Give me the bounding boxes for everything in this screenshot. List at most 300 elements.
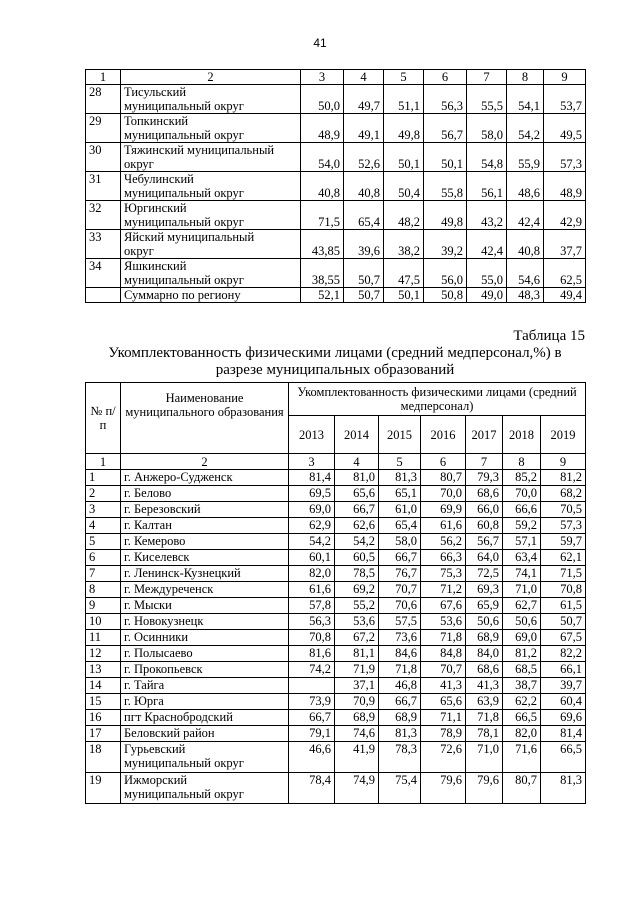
value-cell: 71,0	[466, 742, 503, 773]
value-cell: 74,2	[289, 662, 335, 678]
name-line: муниципальный округ	[124, 186, 244, 200]
value-cell: 56,7	[424, 114, 467, 143]
municipality-name	[121, 172, 301, 201]
name-line: Яйский муниципальный	[124, 230, 255, 244]
value-cell: 66,0	[466, 502, 503, 518]
header-cell: 5	[384, 70, 424, 85]
value-cell: 46,8	[379, 678, 421, 694]
table-continued	[85, 69, 586, 303]
value-cell: 42,4	[507, 201, 544, 230]
value-cell: 79,6	[421, 773, 466, 804]
value-cell: 82,2	[541, 646, 586, 662]
index-cell: 6	[421, 454, 466, 470]
value-cell: 57,8	[289, 598, 335, 614]
value-cell: 52,1	[301, 288, 344, 303]
header-group: Укомплектованность физическими лицами (средний медперсонал)	[289, 383, 586, 416]
table-row	[86, 630, 586, 646]
municipality-name	[121, 470, 289, 486]
value-cell: 50,1	[384, 143, 424, 172]
value-cell: 54,8	[467, 143, 507, 172]
value-cell: 49,5	[544, 114, 586, 143]
value-cell: 50,7	[541, 614, 586, 630]
name-line: муниципальный округ	[124, 215, 244, 229]
value-cell: 48,6	[507, 172, 544, 201]
municipality-name	[121, 518, 289, 534]
value-cell: 46,6	[289, 742, 335, 773]
value-cell: 60,5	[335, 550, 379, 566]
name-line: Суммарно по региону	[124, 288, 241, 302]
value-cell: 61,0	[379, 502, 421, 518]
municipality-name	[121, 582, 289, 598]
municipality-name	[121, 486, 289, 502]
municipality-name	[121, 710, 289, 726]
name-line: Тяжинский муниципальный	[124, 143, 275, 157]
value-cell: 56,7	[466, 534, 503, 550]
value-cell: 71,5	[541, 566, 586, 582]
value-cell: 62,2	[503, 694, 541, 710]
value-cell: 82,0	[503, 726, 541, 742]
value-cell: 54,2	[335, 534, 379, 550]
value-cell: 40,8	[301, 172, 344, 201]
value-cell: 67,5	[541, 630, 586, 646]
value-cell: 68,2	[541, 486, 586, 502]
value-cell: 48,9	[301, 114, 344, 143]
value-cell: 48,3	[507, 288, 544, 303]
municipality-name	[121, 662, 289, 678]
name-line: Чебулинский	[124, 172, 194, 186]
table-row	[86, 742, 586, 773]
row-number: 16	[86, 710, 121, 726]
value-cell: 61,6	[289, 582, 335, 598]
name-line: г. Ленинск-Кузнецкий	[124, 566, 241, 580]
index-cell: 9	[541, 454, 586, 470]
value-cell: 49,4	[544, 288, 586, 303]
table-title-line-2: разрезе муниципальных образований	[215, 362, 455, 378]
table-row	[86, 726, 586, 742]
value-cell: 60,4	[541, 694, 586, 710]
value-cell: 81,0	[335, 470, 379, 486]
value-cell: 71,8	[421, 630, 466, 646]
value-cell: 50,8	[424, 288, 467, 303]
value-cell: 62,1	[541, 550, 586, 566]
value-cell: 66,7	[379, 550, 421, 566]
row-number: 29	[86, 114, 121, 143]
value-cell: 55,9	[507, 143, 544, 172]
row-number: 14	[86, 678, 121, 694]
value-cell: 58,0	[379, 534, 421, 550]
value-cell: 62,6	[335, 518, 379, 534]
value-cell: 73,9	[289, 694, 335, 710]
municipality-name	[121, 288, 301, 303]
name-line: муниципальный округ	[124, 99, 244, 113]
value-cell: 70,8	[289, 630, 335, 646]
index-cell: 8	[503, 454, 541, 470]
value-cell: 69,9	[421, 502, 466, 518]
value-cell: 78,5	[335, 566, 379, 582]
table-row	[86, 486, 586, 502]
value-cell: 66,3	[421, 550, 466, 566]
year-header: 2019	[541, 416, 586, 454]
index-row	[86, 454, 586, 470]
name-line: пгт Краснобродский	[124, 710, 233, 724]
table-row	[86, 143, 586, 172]
table-row	[86, 470, 586, 486]
name-line: округ	[124, 157, 154, 171]
year-header: 2014	[335, 416, 379, 454]
value-cell: 79,1	[289, 726, 335, 742]
value-cell: 60,8	[466, 518, 503, 534]
value-cell: 56,1	[467, 172, 507, 201]
row-number: 17	[86, 726, 121, 742]
value-cell: 43,85	[301, 230, 344, 259]
index-cell: 1	[86, 454, 121, 470]
value-cell: 69,6	[541, 710, 586, 726]
row-number: 31	[86, 172, 121, 201]
value-cell: 72,5	[466, 566, 503, 582]
municipality-name	[121, 630, 289, 646]
name-line: г. Белово	[124, 486, 172, 500]
value-cell: 72,6	[421, 742, 466, 773]
value-cell: 54,2	[289, 534, 335, 550]
value-cell: 56,2	[421, 534, 466, 550]
table-row	[86, 566, 586, 582]
table-title	[85, 345, 585, 379]
table-row	[86, 710, 586, 726]
row-number: 11	[86, 630, 121, 646]
table-row	[86, 502, 586, 518]
row-number: 8	[86, 582, 121, 598]
value-cell: 48,9	[544, 172, 586, 201]
header-cell: 1	[86, 70, 121, 85]
name-line: г. Тайга	[124, 678, 165, 692]
value-cell: 68,6	[466, 662, 503, 678]
value-cell: 40,8	[344, 172, 384, 201]
row-number: 9	[86, 598, 121, 614]
municipality-name	[121, 614, 289, 630]
table-row	[86, 582, 586, 598]
value-cell: 62,5	[544, 259, 586, 288]
municipality-name	[121, 114, 301, 143]
index-cell: 7	[466, 454, 503, 470]
row-number: 7	[86, 566, 121, 582]
name-line: г. Березовский	[124, 502, 201, 516]
table-row	[86, 288, 586, 303]
value-cell: 70,9	[335, 694, 379, 710]
value-cell: 43,2	[467, 201, 507, 230]
value-cell: 65,4	[344, 201, 384, 230]
value-cell: 38,55	[301, 259, 344, 288]
value-cell: 75,3	[421, 566, 466, 582]
year-header: 2016	[421, 416, 466, 454]
page-number: 41	[313, 36, 327, 50]
value-cell: 63,4	[503, 550, 541, 566]
municipality-name	[121, 259, 301, 288]
value-cell: 69,3	[466, 582, 503, 598]
name-line: Топкинский	[124, 114, 189, 128]
row-number: 33	[86, 230, 121, 259]
table-row	[86, 534, 586, 550]
index-cell: 5	[379, 454, 421, 470]
row-number: 15	[86, 694, 121, 710]
name-line: Гурьевский	[124, 742, 186, 756]
value-cell: 56,0	[424, 259, 467, 288]
value-cell: 40,8	[507, 230, 544, 259]
value-cell: 81,3	[541, 773, 586, 804]
table-row	[86, 662, 586, 678]
value-cell: 50,1	[384, 288, 424, 303]
value-cell: 66,7	[335, 502, 379, 518]
value-cell: 76,7	[379, 566, 421, 582]
year-header: 2018	[503, 416, 541, 454]
value-cell: 70,5	[541, 502, 586, 518]
value-cell: 53,6	[421, 614, 466, 630]
name-line: Тисульский	[124, 85, 187, 99]
value-cell: 69,0	[289, 502, 335, 518]
name-line: г. Осинники	[124, 630, 189, 644]
value-cell: 57,5	[379, 614, 421, 630]
value-cell: 74,1	[503, 566, 541, 582]
value-cell: 65,4	[379, 518, 421, 534]
municipality-name	[121, 646, 289, 662]
table-row	[86, 646, 586, 662]
row-number: 12	[86, 646, 121, 662]
value-cell: 65,6	[335, 486, 379, 502]
header-cell: 2	[121, 70, 301, 85]
value-cell: 70,0	[503, 486, 541, 502]
header-cell: 7	[467, 70, 507, 85]
value-cell: 41,3	[466, 678, 503, 694]
table-row	[86, 518, 586, 534]
table-row	[86, 614, 586, 630]
table-caption-number: Таблица 15	[513, 328, 585, 344]
year-header: 2017	[466, 416, 503, 454]
value-cell: 42,9	[544, 201, 586, 230]
value-cell: 81,3	[379, 726, 421, 742]
value-cell: 66,6	[503, 502, 541, 518]
value-cell: 49,0	[467, 288, 507, 303]
name-line: г. Кемерово	[124, 534, 186, 548]
value-cell: 53,6	[335, 614, 379, 630]
value-cell: 74,6	[335, 726, 379, 742]
table-row	[86, 598, 586, 614]
row-number: 13	[86, 662, 121, 678]
row-number: 10	[86, 614, 121, 630]
value-cell: 84,6	[379, 646, 421, 662]
value-cell: 70,6	[379, 598, 421, 614]
value-cell: 71,0	[503, 582, 541, 598]
value-cell: 42,4	[467, 230, 507, 259]
value-cell: 67,6	[421, 598, 466, 614]
value-cell: 79,6	[466, 773, 503, 804]
value-cell: 81,6	[289, 646, 335, 662]
value-cell: 50,1	[424, 143, 467, 172]
value-cell: 84,0	[466, 646, 503, 662]
name-line: муниципальный округ	[124, 756, 244, 770]
value-cell: 80,7	[421, 470, 466, 486]
value-cell: 55,5	[467, 85, 507, 114]
value-cell: 75,4	[379, 773, 421, 804]
value-cell: 64,0	[466, 550, 503, 566]
value-cell: 50,7	[344, 259, 384, 288]
value-cell: 39,6	[344, 230, 384, 259]
value-cell: 54,2	[507, 114, 544, 143]
name-line: Яшкинский	[124, 259, 187, 273]
name-line: г. Новокузнецк	[124, 614, 204, 628]
name-line: г. Калтан	[124, 518, 172, 532]
value-cell: 71,5	[301, 201, 344, 230]
value-cell: 58,0	[467, 114, 507, 143]
value-cell: 55,2	[335, 598, 379, 614]
value-cell: 70,7	[421, 662, 466, 678]
row-number: 6	[86, 550, 121, 566]
row-number: 34	[86, 259, 121, 288]
value-cell: 39,2	[424, 230, 467, 259]
value-cell: 82,0	[289, 566, 335, 582]
index-cell: 3	[289, 454, 335, 470]
header-cell: 3	[301, 70, 344, 85]
value-cell: 54,1	[507, 85, 544, 114]
header-name: Наименование муниципального образования	[121, 383, 289, 454]
value-cell: 53,7	[544, 85, 586, 114]
municipality-name	[121, 566, 289, 582]
value-cell: 71,8	[379, 662, 421, 678]
value-cell	[289, 678, 335, 694]
name-line: г. Мыски	[124, 598, 172, 612]
row-number	[86, 288, 121, 303]
value-cell: 37,1	[335, 678, 379, 694]
value-cell: 38,2	[384, 230, 424, 259]
table-row	[86, 230, 586, 259]
municipality-name	[121, 742, 289, 773]
header-cell: 8	[507, 70, 544, 85]
value-cell: 49,8	[384, 114, 424, 143]
value-cell: 78,9	[421, 726, 466, 742]
municipality-name	[121, 694, 289, 710]
value-cell: 69,2	[335, 582, 379, 598]
municipality-name	[121, 598, 289, 614]
value-cell: 62,7	[503, 598, 541, 614]
value-cell: 37,7	[544, 230, 586, 259]
name-line: муниципальный округ	[124, 787, 244, 801]
value-cell: 81,4	[289, 470, 335, 486]
value-cell: 71,2	[421, 582, 466, 598]
value-cell: 69,0	[503, 630, 541, 646]
municipality-name	[121, 550, 289, 566]
header-cell: 9	[544, 70, 586, 85]
municipality-name	[121, 534, 289, 550]
value-cell: 59,7	[541, 534, 586, 550]
value-cell: 49,7	[344, 85, 384, 114]
staffing-table	[85, 382, 586, 804]
value-cell: 66,7	[289, 710, 335, 726]
value-cell: 81,2	[541, 470, 586, 486]
value-cell: 57,3	[541, 518, 586, 534]
name-line: муниципальный округ	[124, 128, 244, 142]
row-number: 2	[86, 486, 121, 502]
value-cell: 59,2	[503, 518, 541, 534]
value-cell: 65,1	[379, 486, 421, 502]
name-line: г. Полысаево	[124, 646, 193, 660]
value-cell: 50,6	[466, 614, 503, 630]
header-cell: 4	[344, 70, 384, 85]
header-cell: 6	[424, 70, 467, 85]
row-number: 3	[86, 502, 121, 518]
value-cell: 57,3	[544, 143, 586, 172]
municipality-name	[121, 678, 289, 694]
value-cell: 57,1	[503, 534, 541, 550]
value-cell: 39,7	[541, 678, 586, 694]
municipality-name	[121, 502, 289, 518]
name-line: округ	[124, 244, 154, 258]
value-cell: 81,2	[503, 646, 541, 662]
value-cell: 70,7	[379, 582, 421, 598]
value-cell: 80,7	[503, 773, 541, 804]
row-number: 4	[86, 518, 121, 534]
year-header: 2013	[289, 416, 335, 454]
table-row	[86, 85, 586, 114]
value-cell: 60,1	[289, 550, 335, 566]
municipality-name	[121, 85, 301, 114]
name-line: г. Юрга	[124, 694, 164, 708]
value-cell: 85,2	[503, 470, 541, 486]
value-cell: 71,6	[503, 742, 541, 773]
value-cell: 68,9	[335, 710, 379, 726]
value-cell: 67,2	[335, 630, 379, 646]
value-cell: 56,3	[424, 85, 467, 114]
value-cell: 50,4	[384, 172, 424, 201]
value-cell: 55,0	[467, 259, 507, 288]
value-cell: 62,9	[289, 518, 335, 534]
value-cell: 81,4	[541, 726, 586, 742]
value-cell: 61,5	[541, 598, 586, 614]
municipality-name	[121, 201, 301, 230]
municipality-name	[121, 143, 301, 172]
header-num: № п/п	[86, 383, 121, 454]
value-cell: 74,9	[335, 773, 379, 804]
value-cell: 54,6	[507, 259, 544, 288]
table-row	[86, 259, 586, 288]
value-cell: 69,5	[289, 486, 335, 502]
value-cell: 68,9	[466, 630, 503, 646]
municipality-name	[121, 773, 289, 804]
name-line: г. Прокопьевск	[124, 662, 203, 676]
value-cell: 68,9	[379, 710, 421, 726]
name-line: Беловский район	[124, 726, 215, 740]
value-cell: 71,9	[335, 662, 379, 678]
value-cell: 47,5	[384, 259, 424, 288]
municipality-name	[121, 230, 301, 259]
value-cell: 41,3	[421, 678, 466, 694]
value-cell: 49,8	[424, 201, 467, 230]
index-cell: 4	[335, 454, 379, 470]
row-number: 19	[86, 773, 121, 804]
value-cell: 52,6	[344, 143, 384, 172]
value-cell: 61,6	[421, 518, 466, 534]
row-number: 5	[86, 534, 121, 550]
table-row	[86, 172, 586, 201]
value-cell: 50,6	[503, 614, 541, 630]
value-cell: 84,8	[421, 646, 466, 662]
table-row	[86, 114, 586, 143]
value-cell: 66,1	[541, 662, 586, 678]
value-cell: 73,6	[379, 630, 421, 646]
value-cell: 79,3	[466, 470, 503, 486]
name-line: Юргинский	[124, 201, 187, 215]
value-cell: 56,3	[289, 614, 335, 630]
row-number: 1	[86, 470, 121, 486]
row-number: 28	[86, 85, 121, 114]
value-cell: 65,9	[466, 598, 503, 614]
